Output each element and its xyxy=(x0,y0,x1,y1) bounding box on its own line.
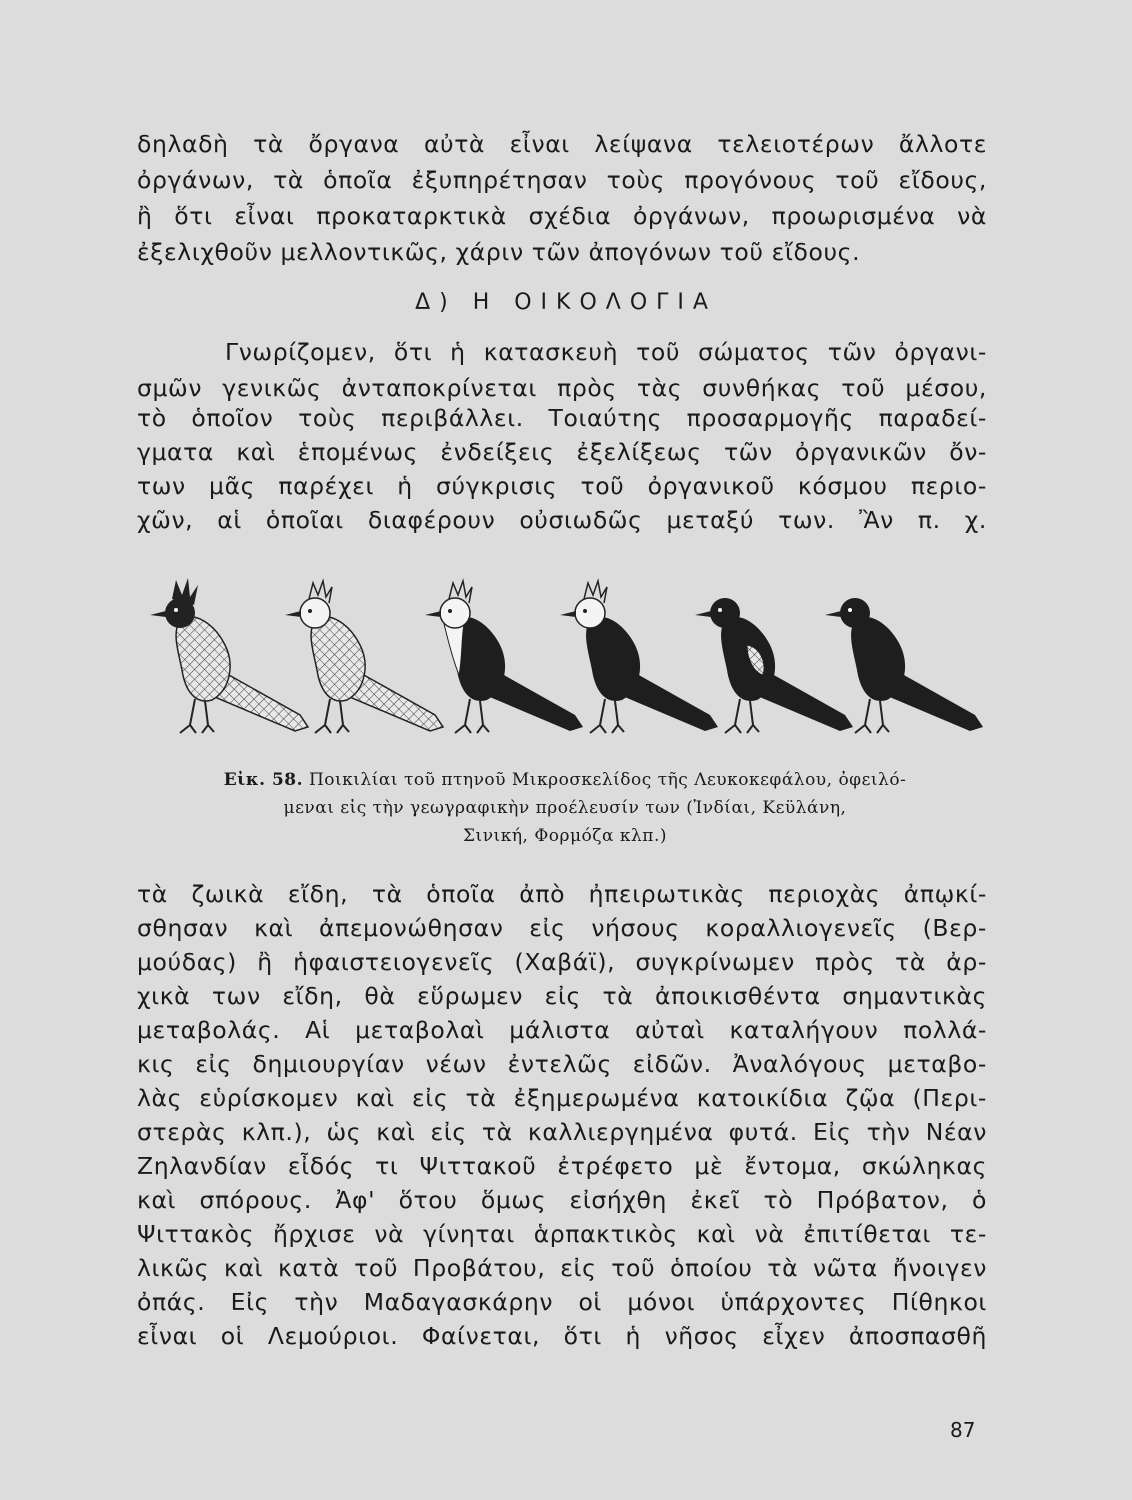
bird-figure-3 xyxy=(425,581,583,733)
text-line: χικὰ των εἴδη, θὰ εὕρωμεν εἰς τὰ ἀποικισθέντα σημαντικὰς xyxy=(137,982,987,1010)
text-line: ὀπάς. Εἰς τὴν Μαδαγασκάρην οἱ μόνοι ὑπάρχοντες Πίθηκοι xyxy=(137,1288,987,1316)
page-number: 87 xyxy=(950,1418,976,1442)
text-line: σμῶν γενικῶς ἀνταποκρίνεται πρὸς τὰς συνθήκας τοῦ μέσου, xyxy=(137,374,987,402)
text-line: χῶν, αἱ ὁποῖαι διαφέρουν οὐσιωδῶς μεταξύ των. Ἂν π. χ. xyxy=(137,506,987,534)
text-line: τὰ ζωικὰ εἴδη, τὰ ὁποῖα ἀπὸ ἠπειρωτικὰς περιοχὰς ἀπῳκί- xyxy=(137,880,987,908)
bird-figure-2 xyxy=(285,581,443,733)
caption-line: Ποικιλίαι τοῦ πτηνοῦ Μικροσκελίδος τῆς Λευκοκεφάλου, ὀφειλό- xyxy=(308,770,907,790)
bird-figure-6 xyxy=(825,598,983,733)
text-line: μεταβολάς. Αἱ μεταβολαὶ μάλιστα αὐταὶ καταλήγουν πολλά- xyxy=(137,1016,987,1044)
bird-varieties-illustration xyxy=(140,565,985,755)
text-line: εἶναι οἱ Λεμούριοι. Φαίνεται, ὅτι ἡ νῆσος εἶχεν ἀποσπασθῆ xyxy=(137,1322,987,1350)
bird-figure-4 xyxy=(560,581,718,733)
text-line: μούδας) ἢ ἡφαιστειογενεῖς (Χαβάϊ), συγκρίνωμεν πρὸς τὰ ἀρ- xyxy=(137,948,987,976)
text-line: καὶ σπόρους. Ἀφ' ὅτου ὅμως εἰσήχθη ἐκεῖ τὸ Πρόβατον, ὁ xyxy=(137,1186,987,1214)
text-line: Ζηλανδίαν εἶδός τι Ψιττακοῦ ἐτρέφετο μὲ ἔντομα, σκώληκας xyxy=(137,1152,987,1180)
bird-figure-5 xyxy=(695,598,853,733)
bird-figure-1 xyxy=(150,578,308,733)
text-line: των μᾶς παρέχει ἡ σύγκρισις τοῦ ὀργανικοῦ κόσμου περιο- xyxy=(137,472,987,500)
text-line: δηλαδὴ τὰ ὄργανα αὐτὰ εἶναι λείψανα τελειοτέρων ἄλλοτε xyxy=(137,130,987,158)
text-line: λικῶς καὶ κατὰ τοῦ Προβάτου, εἰς τοῦ ὁποίου τὰ νῶτα ἤνοιγεν xyxy=(137,1254,987,1282)
text-line: σθησαν καὶ ἀπεμονώθησαν εἰς νήσους κοραλλιογενεῖς (Βερ- xyxy=(137,914,987,942)
figure-caption xyxy=(160,768,970,793)
text-line: κις εἰς δημιουργίαν νέων ἐντελῶς εἰδῶν. Ἀναλόγους μεταβο- xyxy=(137,1050,987,1078)
text-line: ἐξελιχθοῦν μελλοντικῶς, χάριν τῶν ἀπογόνων τοῦ εἴδους. xyxy=(137,238,861,266)
text-line: λὰς εὑρίσκομεν καὶ εἰς τὰ ἐξημερωμένα κατοικίδια ζῷα (Περι- xyxy=(137,1084,987,1112)
text-line: Γνωρίζομεν, ὅτι ἡ κατασκευὴ τοῦ σώματος τῶν ὀργανι- xyxy=(225,338,987,366)
text-line: γματα καὶ ἑπομένως ἐνδείξεις ἐξελίξεως τῶν ὀργανικῶν ὄν- xyxy=(137,438,987,466)
text-line: στερὰς κλπ.), ὡς καὶ εἰς τὰ καλλιεργημένα φυτά. Εἰς τὴν Νέαν xyxy=(137,1118,987,1146)
caption-line: μεναι εἰς τὴν γεωγραφικὴν προέλευσίν των (Ἰνδίαι, Κεϋλάνη, xyxy=(283,798,847,818)
text-line: ἢ ὅτι εἶναι προκαταρκτικὰ σχέδια ὀργάνων, προωρισμένα νὰ xyxy=(137,202,987,230)
figure-label: Εἰκ. 58. xyxy=(223,770,304,790)
caption-line: Σινική, Φορμόζα κλπ.) xyxy=(463,826,667,846)
section-heading: Δ) Η ΟΙΚΟΛΟΓΙΑ xyxy=(415,290,717,315)
text-line: τὸ ὁποῖον τοὺς περιβάλλει. Τοιαύτης προσαρμογῆς παραδεί- xyxy=(137,404,987,432)
text-line: Ψιττακὸς ἤρχισε νὰ γίνηται ἁρπακτικὸς καὶ νὰ ἐπιτίθεται τε- xyxy=(137,1220,987,1248)
text-line: ὀργάνων, τὰ ὁποῖα ἐξυπηρέτησαν τοὺς προγόνους τοῦ εἴδους, xyxy=(137,166,987,194)
